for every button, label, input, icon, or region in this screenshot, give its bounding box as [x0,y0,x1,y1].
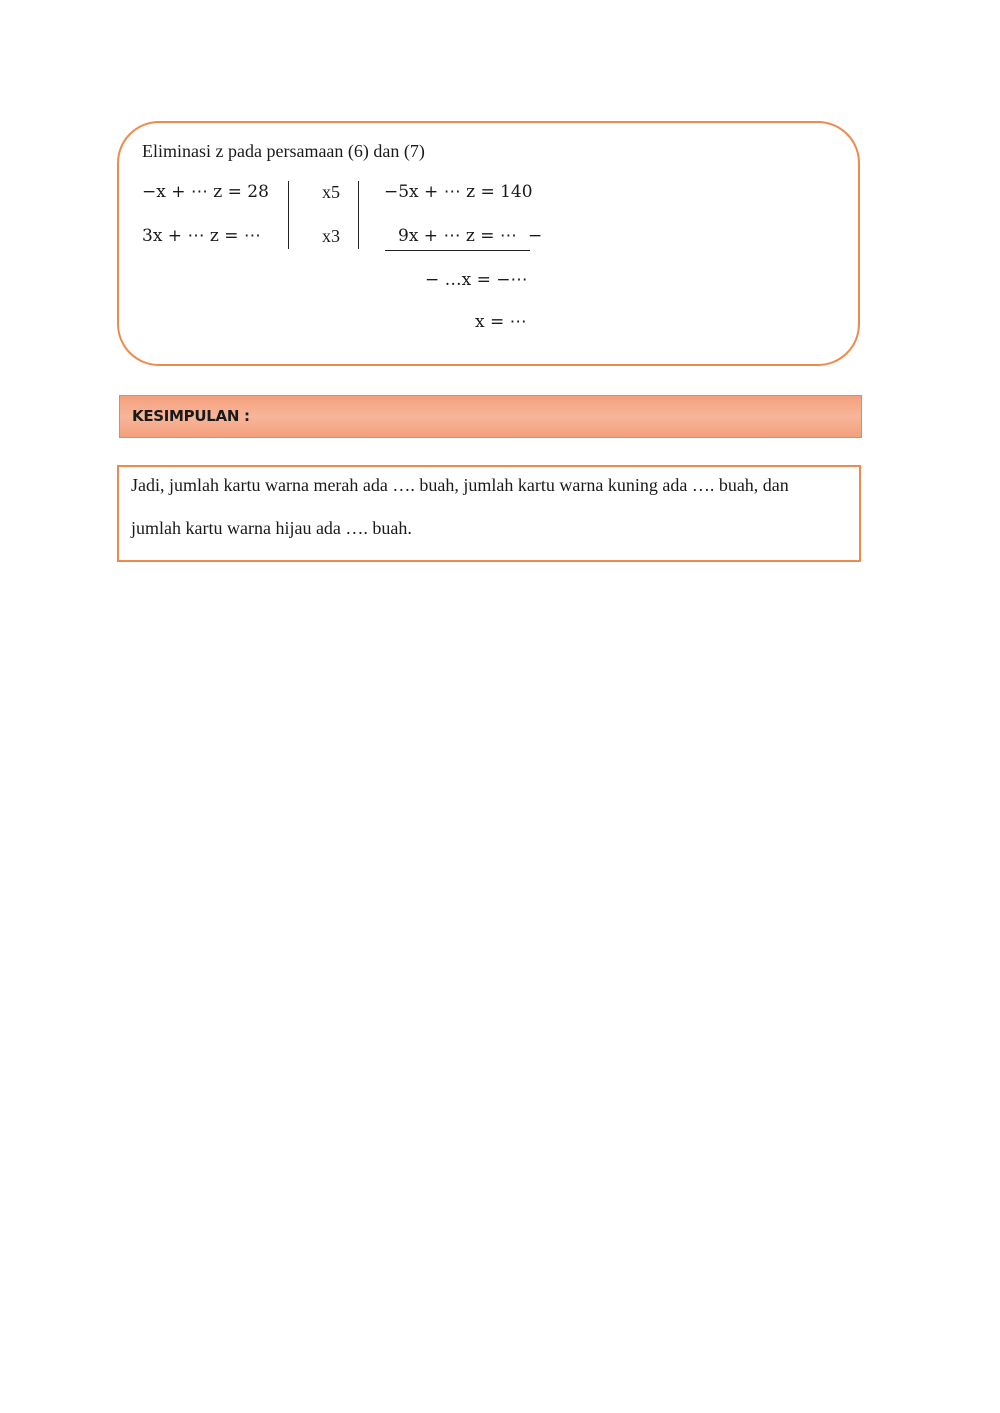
subtraction-operator: − [528,226,543,246]
result-equation-2: x = ⋯ [475,312,527,332]
left-divider [288,181,289,249]
elimination-intro: Eliminasi z pada persamaan (6) dan (7) [142,141,425,161]
right-equation-1: −5x + ⋯ z = 140 [384,182,533,202]
subtraction-line [385,250,530,251]
result-equation-1: − …x = −⋯ [425,270,528,290]
multiplier-1: x5 [322,182,340,202]
left-equation-1: −x + ⋯ z = 28 [142,182,269,202]
conclusion-line-2: jumlah kartu warna hijau ada …. buah. [131,518,412,538]
right-equation-2: 9x + ⋯ z = ⋯ [398,226,517,246]
conclusion-line-1: Jadi, jumlah kartu warna merah ada …. buah, jumlah kartu warna kuning ada …. buah, dan [131,475,789,495]
right-divider [358,181,359,249]
conclusion-heading: KESIMPULAN : [132,407,250,425]
multiplier-2: x3 [322,226,340,246]
left-equation-2: 3x + ⋯ z = ⋯ [142,226,261,246]
